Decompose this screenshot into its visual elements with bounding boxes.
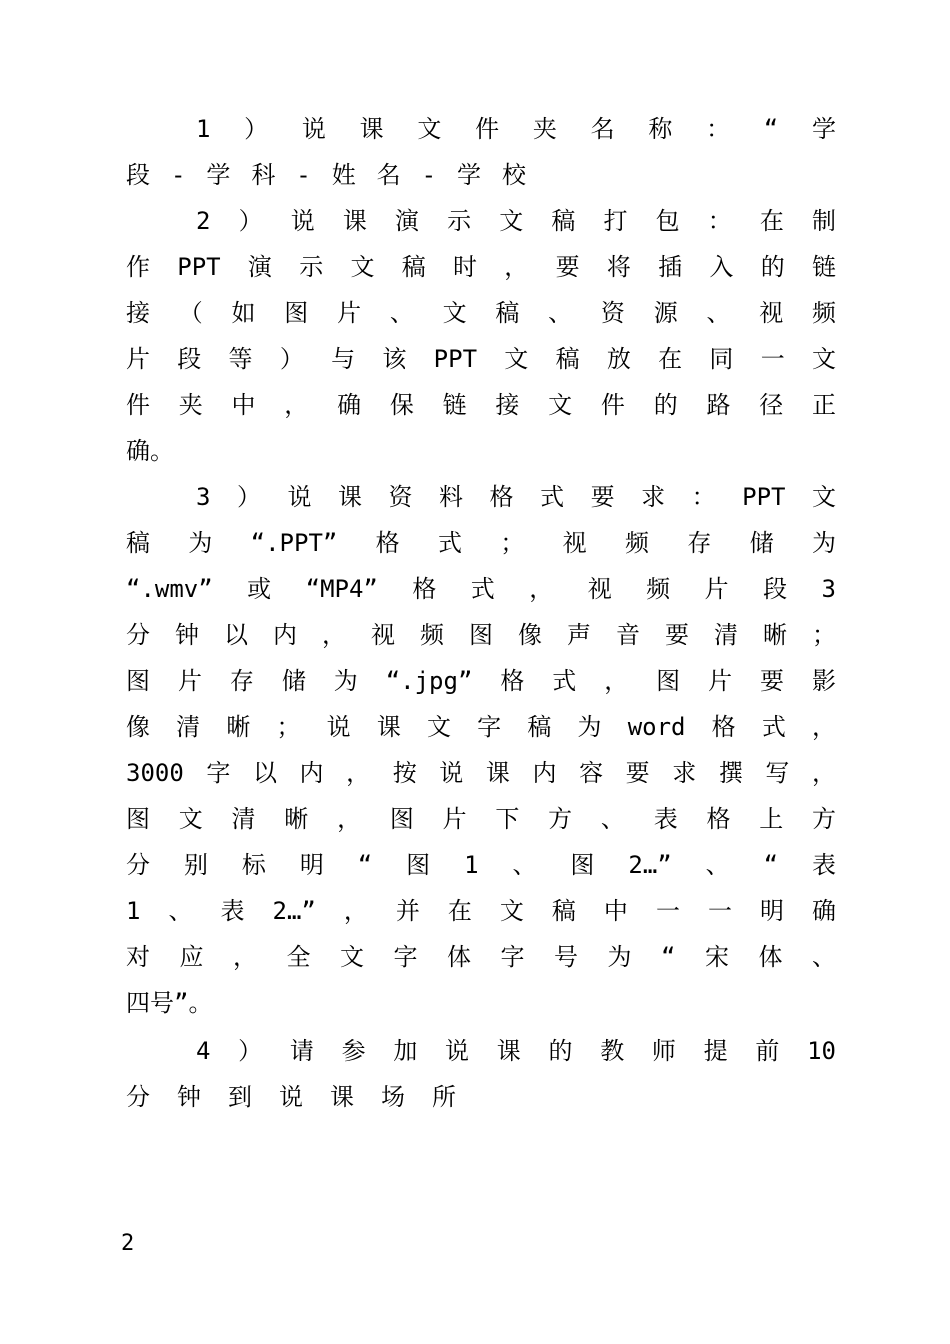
text-line: 作PPT演示文稿时，要将插入的链: [126, 253, 836, 281]
text-line: 件夹中，确保链接文件的路径正: [126, 391, 836, 419]
text-line: 3000字以内，按说课内容要求撰写，: [126, 759, 836, 787]
text-line: 3）说课资料格式要求：PPT文: [196, 483, 836, 511]
text-line: 1）说课文件夹名称：“学: [196, 115, 836, 143]
text-line: 分钟以内，视频图像声音要清晰；: [126, 621, 836, 649]
text-line: 稿为“.PPT”格式；视频存储为: [126, 529, 836, 557]
text-line: 分别标明“图1、图2…”、“表: [126, 851, 836, 879]
text-line: 确。: [126, 437, 174, 465]
text-line: 4）请参加说课的教师提前10: [196, 1037, 836, 1065]
text-line: 图文清晰，图片下方、表格上方: [126, 805, 836, 833]
text-line: 接（如图片、文稿、资源、视频: [126, 299, 836, 327]
text-line: 片段等）与该PPT文稿放在同一文: [126, 345, 836, 373]
text-line: 图片存储为“.jpg”格式，图片要影: [126, 667, 836, 695]
text-line: 四号”。: [126, 989, 213, 1017]
page-number: 2: [121, 1231, 135, 1256]
text-line: 2）说课演示文稿打包：在制: [196, 207, 836, 235]
text-line: 1、表2…”，并在文稿中一一明确: [126, 897, 836, 925]
text-line: 对应，全文字体字号为“宋体、: [126, 943, 836, 971]
text-line: 分钟到说课场所: [126, 1083, 456, 1111]
text-line: 段-学科-姓名-学校: [126, 161, 526, 189]
text-line: 像清晰；说课文字稿为word格式，: [126, 713, 836, 741]
text-line: “.wmv”或“MP4”格式，视频片段3: [126, 575, 836, 603]
